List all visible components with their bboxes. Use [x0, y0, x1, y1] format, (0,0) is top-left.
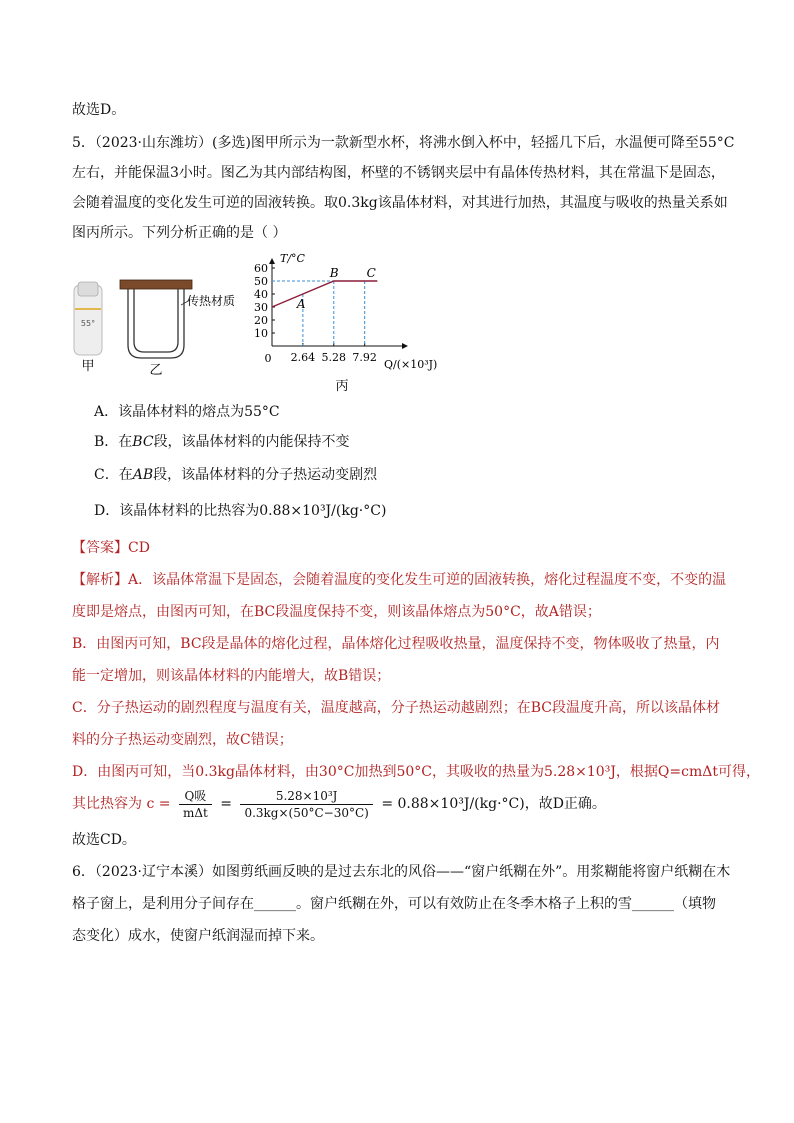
- option-c-prefix: C．在: [94, 467, 133, 483]
- y-axis-arrow: [269, 258, 275, 264]
- q6-text-line: 态变化）成水，使窗户纸润湿而掉下来。: [72, 928, 324, 944]
- fraction-numerator: Q吸: [179, 788, 212, 805]
- formula-line: [72, 784, 606, 824]
- option-b-suffix: 段，该晶体材料的内能保持不变: [153, 434, 350, 450]
- answer-label: 【答案】: [72, 540, 128, 556]
- cup-temp-label: 55°: [80, 319, 96, 328]
- analysis-line: 能一定增加，则该晶体材料的内能增大，故B错误；: [72, 668, 391, 684]
- analysis-text: A．该晶体常温下是固态，会随着温度的变化发生可逆的固液转换，熔化过程温度不变，不变的温: [128, 572, 727, 588]
- option-c-segment: AB: [132, 467, 154, 483]
- point-label: C: [366, 266, 376, 280]
- label-yi: 乙: [149, 363, 163, 378]
- q5-text-line: 会随着温度的变化发生可逆的固液转换。取0.3kg该晶体材料，对其进行加热，其温度与吸收的热量关系如: [72, 195, 728, 211]
- option-d: D．该晶体材料的比热容为0.88×10³J/(kg·°C): [94, 503, 387, 519]
- option-a: A．该晶体材料的熔点为55°C: [94, 404, 280, 420]
- q6-text-line: 格子窗上，是利用分子间存在______。窗户纸糊在外，可以有效防止在冬季木格子上积的雪______（填物: [72, 896, 716, 912]
- y-tick-label: 20: [254, 314, 268, 327]
- q5-text-line: 图丙所示。下列分析正确的是（ ）: [72, 225, 287, 241]
- option-b: [94, 432, 350, 452]
- x-axis-label: Q/(×10³J): [384, 358, 438, 371]
- q5-text-line: 左右，并能保温3小时。图乙为其内部结构图，杯壁的不锈钢夹层中有晶体传热材料，其在常温下是固态，: [72, 165, 725, 181]
- label-jia: 甲: [81, 359, 95, 374]
- x-tick-label: 5.28: [321, 351, 347, 364]
- cup-structure-diagram: [120, 280, 235, 358]
- x-axis-arrow: [402, 343, 408, 349]
- analysis-line: 度即是熔点，由图丙可知，在BC段温度保持不变，则该晶体熔点为50°C，故A错误；: [72, 604, 601, 620]
- y-tick-label: 40: [254, 288, 268, 301]
- y-tick-label: 60: [254, 262, 268, 275]
- temperature-heat-chart: [254, 252, 437, 371]
- formula-result: = 0.88×10³J/(kg·°C)，故D正确。: [381, 796, 606, 812]
- option-c: [94, 465, 377, 485]
- point-label: A: [296, 297, 306, 311]
- answer-line: [72, 538, 150, 558]
- q5-figure: [72, 250, 472, 395]
- analysis-line: [72, 570, 726, 590]
- point-label: B: [329, 266, 339, 280]
- option-c-suffix: 段，该晶体材料的分子热运动变剧烈: [153, 467, 378, 483]
- formula-fraction-values: [240, 788, 372, 821]
- q5-text-line: 5．（2023·山东潍坊）(多选)图甲所示为一款新型水杯，将沸水倒入杯中，轻摇几下后，水温便可降至55°C: [72, 135, 735, 151]
- analysis-label: 【解析】: [72, 572, 128, 588]
- formula-equals: =: [220, 796, 232, 812]
- previous-conclusion: 故选D。: [72, 102, 126, 118]
- x-tick-label: 7.92: [352, 351, 377, 364]
- fraction-denominator: 0.3kg×(50°C−30°C): [244, 805, 369, 820]
- formula-fraction-q: [179, 788, 212, 821]
- analysis-line: C．分子热运动的剧烈程度与温度有关，温度越高，分子热运动越剧烈；在BC段温度升高，所以该晶体材: [72, 700, 720, 716]
- cup-illustration: [74, 282, 102, 355]
- option-b-prefix: B．在: [94, 434, 133, 450]
- y-tick-label: 10: [254, 327, 268, 340]
- series-line: [272, 281, 377, 307]
- analysis-line: D．由图丙可知，当0.3kg晶体材料，由30°C加热到50°C，其吸收的热量为5.28×10³J，根据Q=cmΔt可得，: [72, 764, 760, 780]
- option-b-segment: BC: [132, 434, 154, 450]
- fraction-denominator: mΔt: [182, 805, 208, 820]
- formula-prefix: 其比热容为 c =: [72, 796, 171, 812]
- y-tick-label: 50: [254, 275, 268, 288]
- analysis-line: B．由图丙可知，BC段是晶体的熔化过程，晶体熔化过程吸收热量，温度保持不变，物体吸收了热量，内: [72, 636, 720, 652]
- y-axis-label: T/°C: [280, 252, 305, 265]
- answer-value: CD: [128, 540, 150, 556]
- q5-conclusion: 故选CD。: [72, 832, 136, 848]
- figure-svg: [72, 250, 472, 395]
- origin-label: 0: [264, 352, 272, 365]
- y-tick-label: 30: [254, 301, 268, 314]
- q6-text-line: 6．（2023·辽宁本溪）如图剪纸画反映的是过去东北的风俗——“窗户纸糊在外”。用浆糊能将窗户纸糊在木: [72, 864, 731, 880]
- material-label: 传热材质: [187, 294, 236, 308]
- label-bing: 丙: [335, 379, 349, 394]
- analysis-line: 料的分子热运动变剧烈，故C错误；: [72, 732, 293, 748]
- x-tick-label: 2.64: [290, 351, 316, 364]
- fraction-numerator: 5.28×10³J: [240, 788, 372, 805]
